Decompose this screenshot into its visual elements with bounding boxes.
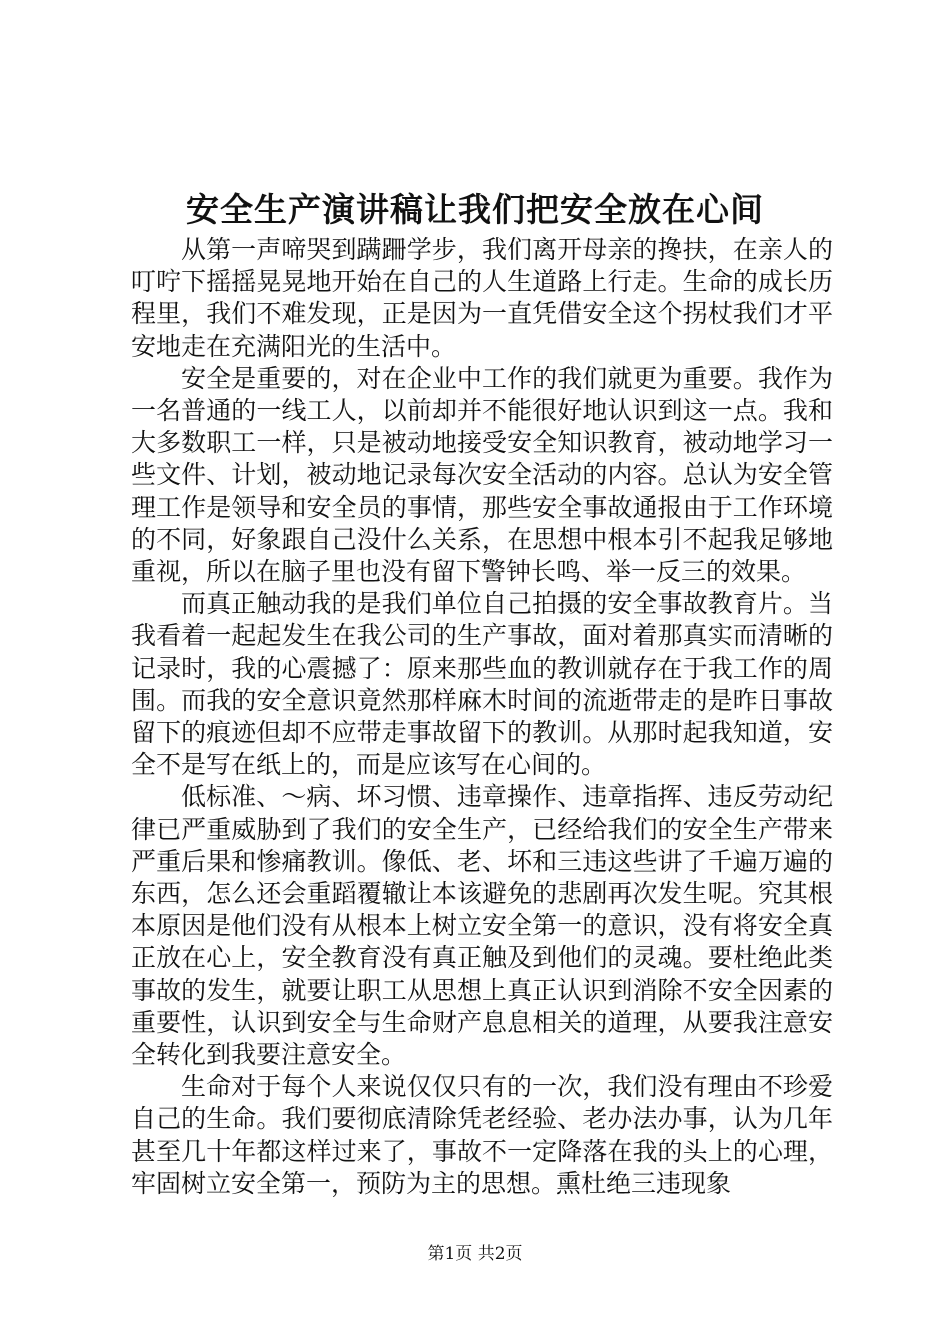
paragraph-5: 生命对于每个人来说仅仅只有的一次，我们没有理由不珍爱自己的生命。我们要彻底清除凭老经验、老办法办事，认为几年甚至几十年都这样过来了，事故不一定降落在我的头上的心理，牢固树立安全第一，预防为主的思想。熏杜绝三违现象	[131, 1072, 833, 1198]
paragraph-2: 安全是重要的，对在企业中工作的我们就更为重要。我作为一名普通的一线工人，以前却并不能很好地认识到这一点。我和大多数职工一样，只是被动地接受安全知识教育，被动地学习一些文件、计划，被动地记录每次安全活动的内容。总认为安全管理工作是领导和安全员的事情，那些安全事故通报由于工作环境的不同，好象跟自己没什么关系，在思想中根本引不起我足够地重视，所以在脑子里也没有留下警钟长鸣、举一反三的效果。	[131, 363, 833, 587]
paragraph-4: 低标准、～病、坏习惯、违章操作、违章指挥、违反劳动纪律已严重威胁到了我们的安全生产，已经给我们的安全生产带来严重后果和惨痛教训。像低、老、坏和三违这些讲了千遍万遍的东西，怎么还会重蹈覆辙让本该避免的悲剧再次发生呢。究其根本原因是他们没有从根本上树立安全第一的意识，没有将安全真正放在心上，安全教育没有真正触及到他们的灵魂。要杜绝此类事故的发生，就要让职工从思想上真正认识到消除不安全因素的重要性，认识到安全与生命财产息息相关的道理，从要我注意安全转化到我要注意安全。	[131, 782, 833, 1070]
document-body	[131, 234, 833, 1200]
document-title: 安全生产演讲稿让我们把安全放在心间	[186, 190, 764, 229]
paragraph-1: 从第一声啼哭到蹒跚学步，我们离开母亲的搀扶，在亲人的叮咛下摇摇晃晃地开始在自己的人生道路上行走。生命的成长历程里，我们不难发现，正是因为一直凭借安全这个拐杖我们才平安地走在充满阳光的生活中。	[131, 235, 833, 361]
paragraph-3: 而真正触动我的是我们单位自己拍摄的安全事故教育片。当我看着一起起发生在我公司的生产事故，面对着那真实而清晰的记录时，我的心震撼了：原来那些血的教训就存在于我工作的周围。而我的安全意识竟然那样麻木时间的流逝带走的是昨日事故留下的痕迹但却不应带走事故留下的教训。从那时起我知道，安全不是写在纸上的，而是应该写在心间的。	[131, 589, 833, 780]
page-footer: 第1页 共2页	[427, 1244, 523, 1264]
